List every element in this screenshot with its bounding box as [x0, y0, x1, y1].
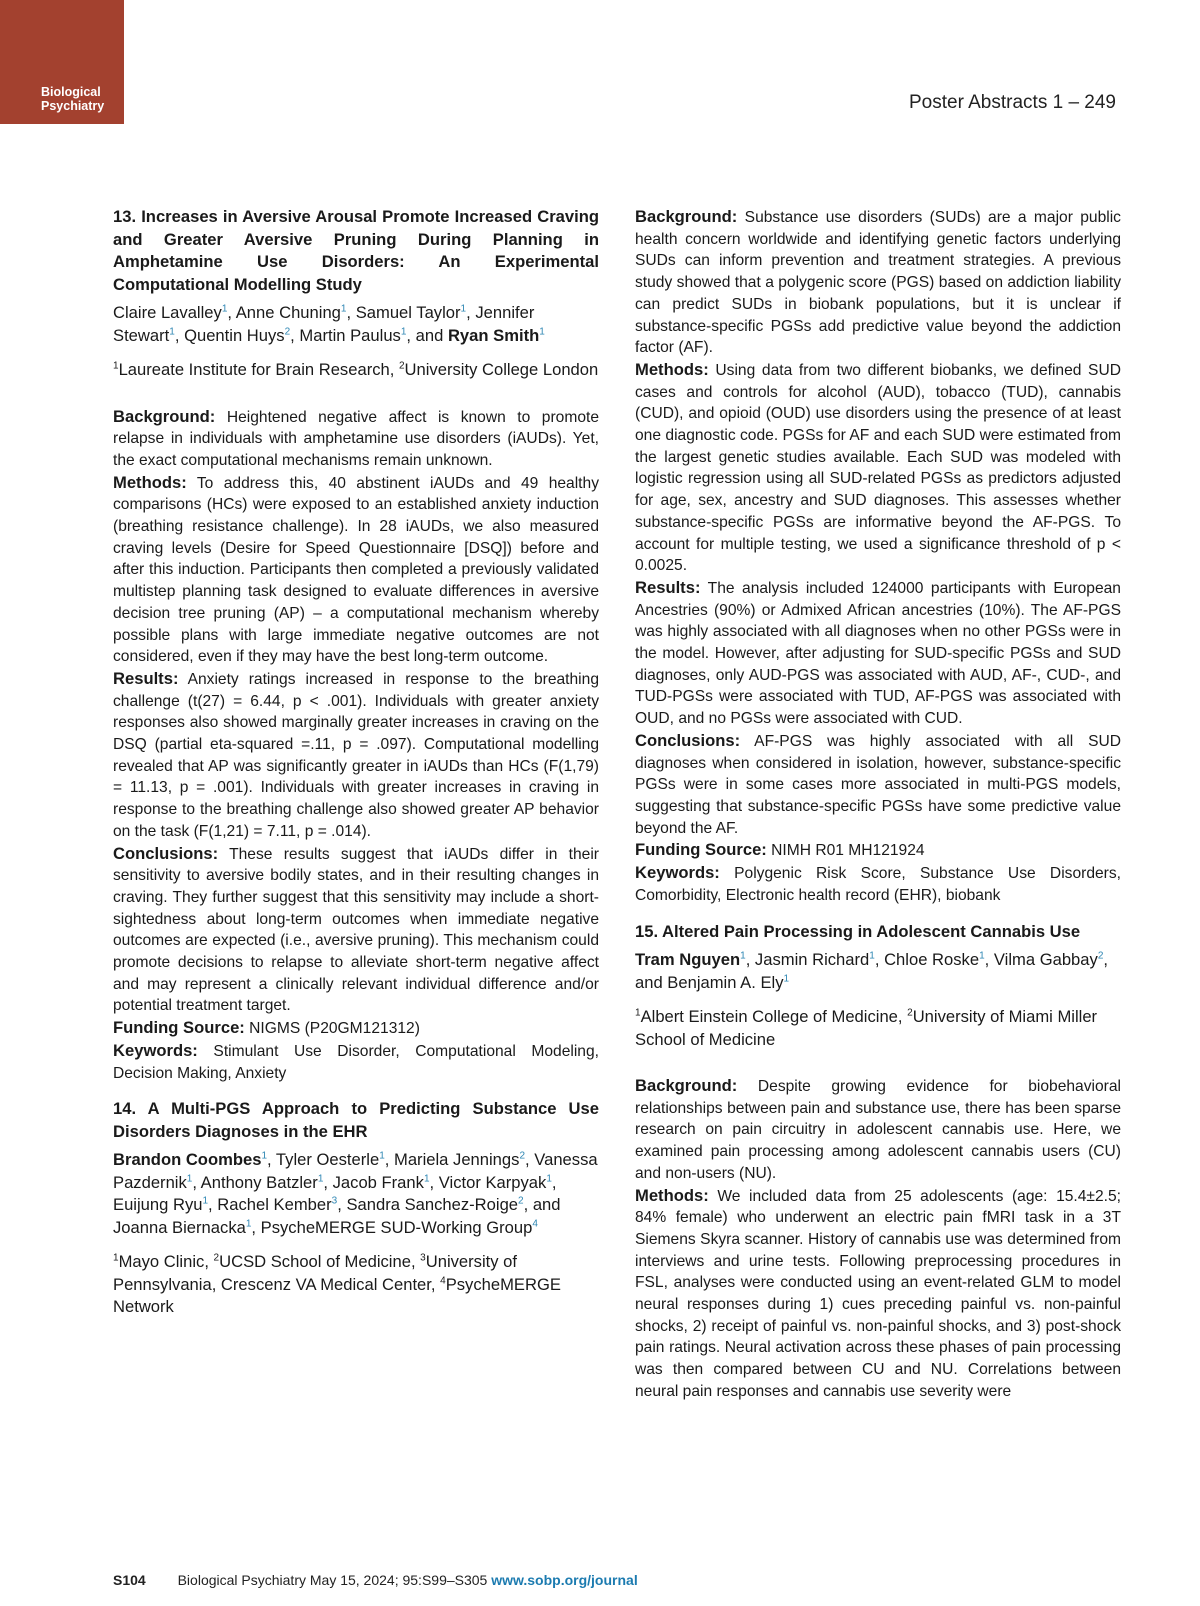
affiliation-number: 1 — [113, 360, 119, 372]
section-text: Heightened negative affect is known to promote relapse in individuals with amphetamine use disorders (iAUDs). Yet, the exact computational mechanisms remain unknown. — [113, 408, 599, 469]
affiliation-marker: 1 — [783, 972, 790, 984]
author-name: Chloe Roske — [884, 950, 980, 969]
left-column — [113, 206, 599, 1343]
affiliation-number: 2 — [213, 1252, 220, 1264]
section-label: Methods: — [635, 1185, 709, 1205]
author-separator: , and — [406, 325, 448, 345]
section-text: To address this, 40 abstinent iAUDs and 49 healthy comparisons (HCs) were exposed to an established anxiety induction (breathing resistance challenge). In 28 iAUDs, we also measured craving levels (Desire for Speed Questionnaire [DSQ]) before and after this induction. Participants then completed a previously validated multistep planning task designed to evaluate differences in aversive decision tree pruning (AP) – a computational mechanism whereby possible plans with large immediate negative outcomes are not considered, even if they may have the best long-term outcome. — [113, 474, 599, 666]
affiliation-marker: 1 — [740, 950, 746, 962]
affiliation-text: Mayo Clinic, — [118, 1252, 214, 1272]
author-name: Jacob Frank — [332, 1172, 424, 1192]
author-name: Tyler Oesterle — [275, 1150, 380, 1170]
author-separator: , — [323, 1172, 333, 1192]
affiliation-text: UCSD School of Medicine, — [219, 1252, 421, 1272]
section-text: Using data from two different biobanks, we defined SUD cases and controls for alcohol (AUD), tobacco (TUD), cannabis (CUD), and opioid (OUD) use disorders using the presence of at least one diagnostic code. PGSs for AF and each SUD were estimated from the largest genetic studies available. Each SUD was modeled with logistic regression using all SUD-related PGSs as predictors adjusted for age, sex, ancestry and SUD diagnoses. This assesses whether substance-specific PGSs are informative beyond the AF-PGS. To account for multiple testing, we used a significance threshold of p < 0.0025. — [635, 361, 1121, 575]
author-name: Samuel Taylor — [355, 303, 461, 322]
section-label: Keywords: — [635, 863, 720, 883]
journal-link[interactable]: www.sobp.org/journal — [491, 1572, 638, 1588]
section-label: Conclusions: — [635, 730, 741, 750]
affiliation-marker: 1 — [379, 1150, 385, 1162]
author-name: Jennifer Stewart — [113, 303, 535, 345]
author-list — [113, 1149, 599, 1239]
section-label: Methods: — [635, 359, 709, 379]
results-section — [113, 668, 599, 843]
author-name: Claire Lavalley — [113, 303, 222, 322]
affiliation-marker: 1 — [869, 950, 875, 962]
section-text: The analysis included 124000 participants with European Ancestries (90%) or Admixed African ancestries (10%). The AF-PGS was highly associated with all diagnoses when no other PGSs were in the model. However, after adjusting for SUD-specific PGSs and SUD diagnoses, only AUD-PGS was associated with AUD, AF-, CUD-, and TUD-PGSs were associated with TUD, AF-PGS was associated with OUD, and no PGSs were associated with CUD. — [635, 579, 1121, 728]
author-separator: , — [525, 1150, 535, 1170]
author-name: Euijung Ryu — [113, 1195, 203, 1215]
affiliation-marker: 1 — [400, 325, 407, 337]
results-section — [635, 577, 1121, 730]
journal-logo-line1: Biological — [41, 85, 101, 99]
affiliation-marker: 1 — [979, 950, 985, 962]
affiliation-marker: 1 — [539, 325, 545, 337]
affiliation-marker: 1 — [317, 1173, 324, 1185]
author-name: Benjamin A. Ely — [667, 972, 784, 992]
affiliation-marker: 1 — [202, 1195, 209, 1207]
section-label: Background: — [635, 207, 738, 226]
affiliation-marker: 2 — [518, 1195, 524, 1207]
abstract-15 — [635, 921, 1121, 1403]
affiliation-marker: 1 — [423, 1173, 430, 1185]
keywords-section — [113, 1040, 599, 1084]
author-separator: , — [429, 1172, 439, 1192]
background-section — [635, 1075, 1121, 1185]
abstract-13 — [113, 206, 599, 1084]
affiliation-number: 1 — [113, 1252, 119, 1264]
section-text: Stimulant Use Disorder, Computational Modeling, Decision Making, Anxiety — [113, 1042, 599, 1082]
author-list — [635, 949, 1121, 994]
background-section — [635, 206, 1121, 359]
author-list — [113, 302, 599, 347]
affiliation-marker: 1 — [186, 1173, 193, 1185]
author-separator: , — [745, 950, 755, 969]
author-separator: , — [208, 1195, 218, 1215]
author-separator: , — [337, 1195, 347, 1215]
author-name: PsycheMERGE SUD-Working Group — [260, 1217, 533, 1237]
affiliation-marker: 1 — [245, 1218, 252, 1230]
author-name: Vanessa Pazdernik — [113, 1150, 598, 1192]
author-separator: , and — [523, 1195, 561, 1215]
section-text: AF-PGS was highly associated with all SUD diagnoses when considered in isolation, however, substance-specific PGSs were in some cases more associated in multi-PGS models, suggesting that substance-specific PGSs have some predictive value beyond the AF. — [635, 732, 1121, 837]
section-text: Substance use disorders (SUDs) are a major public health concern worldwide and identifying genetic factors underlying SUDs can inform prevention and treatment strategies. A previous study showed that a polygenic score (PGS) based on addiction liability can predict SUDs in biobank populations, but it is unclear if substance-specific PGSs add predictive value beyond the addiction factor (AF). — [635, 209, 1121, 357]
section-label: Keywords: — [113, 1040, 198, 1060]
affiliation-marker: 2 — [284, 325, 291, 337]
section-label: Background: — [635, 1076, 738, 1095]
affiliation-number: 2 — [907, 1007, 913, 1019]
author-separator: , — [267, 1150, 276, 1170]
section-text: Despite growing evidence for biobehavioral relationships between pain and substance use, there has been sparse research on pain circuitry in adolescent cannabis use. Here, we examined pain processing among adolescent cannabis users (CU) and non-users (NU). — [635, 1078, 1121, 1182]
affiliation-marker: 4 — [532, 1218, 538, 1230]
conclusions-section — [113, 843, 599, 1018]
author-name: Brandon Coombes — [113, 1150, 262, 1170]
abstract-title: 15. Altered Pain Processing in Adolescent Cannabis Use — [635, 921, 1081, 941]
affiliation-number: 3 — [420, 1252, 426, 1264]
journal-citation: Biological Psychiatry May 15, 2024; 95:S99–S305 — [177, 1572, 488, 1588]
affiliation-number: 2 — [398, 360, 405, 372]
journal-logo-line2: Psychiatry — [41, 99, 105, 113]
journal-logo-text — [41, 85, 104, 113]
affiliation-text: PsycheMERGE Network — [113, 1274, 561, 1317]
affiliations — [635, 1006, 1121, 1051]
author-name: Quentin Huys — [184, 325, 285, 345]
abstract-title: 13. Increases in Aversive Arousal Promote Increased Craving and Greater Aversive Pruning During Planning in Amphetamine Use Disorders: An Experimental Computational Modelling Study — [113, 207, 599, 294]
abstract-14-continued — [635, 206, 1121, 907]
affiliation-number: 4 — [440, 1275, 446, 1287]
section-label: Results: — [113, 668, 179, 688]
section-text: We included data from 25 adolescents (age: 15.4±2.5; 84% female) who underwent an electric pain fMRI task in a 3T Siemens Skyra scanner. History of cannabis use was determined from interviews and urine tests. Following preprocessing procedures in FSL, analyses were conducted using an event-related GLM to model neural responses during 1) cues preceding painful vs. non-painful shocks, 2) receipt of painful vs. non-painful shocks, and 3) post-shock pain ratings. Neural activation across these phases of pain processing was then compared between CU and NU. Correlations between neural pain responses and cannabis use severity were — [635, 1187, 1121, 1400]
author-separator: , — [227, 303, 236, 322]
affiliations — [113, 1251, 599, 1319]
section-text: NIGMS (P20GM121312) — [249, 1020, 420, 1038]
author-separator: , — [192, 1172, 201, 1192]
author-name: Anthony Batzler — [200, 1172, 318, 1192]
affiliation-marker: 1 — [261, 1150, 267, 1162]
affiliation-number: 1 — [635, 1007, 641, 1019]
methods-section — [113, 472, 599, 668]
funding-section — [635, 839, 1121, 862]
keywords-section — [635, 862, 1121, 906]
author-separator: , — [466, 303, 476, 322]
affiliation-marker: 1 — [546, 1173, 552, 1185]
conclusions-section — [635, 730, 1121, 840]
funding-section — [113, 1017, 599, 1040]
author-name: Tram Nguyen — [635, 950, 741, 969]
author-separator: , — [984, 950, 994, 969]
section-text: NIMH R01 MH121924 — [771, 842, 925, 860]
abstract-14 — [113, 1098, 599, 1319]
journal-logo-tab — [0, 0, 124, 124]
author-name: Martin Paulus — [299, 325, 401, 345]
affiliation-marker: 3 — [331, 1195, 338, 1207]
affiliation-text: University of Pennsylvania, Crescenz VA Medical Center, — [113, 1252, 518, 1294]
section-label: Methods: — [113, 472, 187, 492]
author-name: Anne Chuning — [235, 303, 341, 322]
section-text: These results suggest that iAUDs differ in their sensitivity to aversive bodily states, and in their resulting changes in craving. They further suggest that this sensitivity may include a short-sightedness about long-term outcomes when immediate negative outcomes are expected (i.e., aversive pruning). This mechanism could promote decisions to relapse to alleviate short-term negative affect and may represent a clinically relevant individual difference and/or potential treatment target. — [113, 845, 599, 1015]
section-label: Results: — [635, 577, 701, 597]
affiliation-marker: 2 — [519, 1150, 526, 1162]
page-footer — [113, 1572, 638, 1588]
abstract-title: 14. A Multi-PGS Approach to Predicting Substance Use Disorders Diagnoses in the EHR — [113, 1099, 599, 1141]
author-name: Sandra Sanchez-Roige — [346, 1195, 519, 1215]
author-separator: , and — [635, 950, 1108, 992]
author-separator: , — [174, 325, 185, 345]
background-section — [113, 406, 599, 472]
author-name: Victor Karpyak — [438, 1172, 547, 1192]
author-separator: , — [290, 325, 300, 345]
author-name: Joanna Biernacka — [113, 1217, 246, 1237]
author-name: Ryan Smith — [447, 325, 540, 345]
author-name: Jasmin Richard — [754, 950, 870, 969]
affiliation-text: University of Miami Miller School of Medicine — [635, 1007, 1098, 1049]
affiliations — [113, 359, 599, 382]
section-label: Funding Source: — [113, 1018, 245, 1038]
affiliation-marker: 1 — [169, 325, 175, 337]
author-name: Mariela Jennings — [394, 1150, 520, 1170]
right-column — [635, 206, 1121, 1403]
page-number: S104 — [113, 1572, 146, 1588]
methods-section — [635, 359, 1121, 577]
running-head: Poster Abstracts 1 – 249 — [908, 92, 1116, 113]
author-name: Rachel Kember — [217, 1195, 332, 1215]
author-separator: , — [551, 1172, 557, 1192]
section-label: Background: — [113, 406, 216, 426]
author-separator: , — [874, 950, 885, 969]
affiliation-text: Laureate Institute for Brain Research, — [118, 360, 399, 379]
author-name: Vilma Gabbay — [993, 950, 1098, 969]
section-text: Anxiety ratings increased in response to the breathing challenge (t(27) = 6.44, p < .001). Individuals with greater anxiety responses also showed marginally greater increases in craving on the DSQ (partial eta-squared =.11, p = .097). Computational modelling revealed that AP was significantly greater in iAUDs than HCs (F(1,79) = 11.13, p = .001). Individuals with greater increases in craving in response to the breathing challenge also showed greater AP behavior on the task (F(1,21) = 7.11, p = .014). — [113, 670, 599, 840]
methods-section — [635, 1185, 1121, 1403]
affiliation-marker: 1 — [460, 303, 467, 315]
section-label: Funding Source: — [635, 840, 767, 860]
affiliation-marker: 1 — [340, 303, 347, 315]
author-separator: , — [346, 303, 356, 322]
affiliation-marker: 1 — [221, 303, 228, 315]
section-text: Polygenic Risk Score, Substance Use Disorders, Comorbidity, Electronic health record (EHR), biobank — [635, 865, 1121, 904]
affiliation-text: University College London — [404, 360, 599, 379]
author-separator: , — [251, 1217, 261, 1237]
author-separator: , — [384, 1150, 394, 1170]
affiliation-marker: 2 — [1097, 950, 1104, 962]
section-label: Conclusions: — [113, 843, 219, 863]
affiliation-text: Albert Einstein College of Medicine, — [640, 1007, 908, 1026]
